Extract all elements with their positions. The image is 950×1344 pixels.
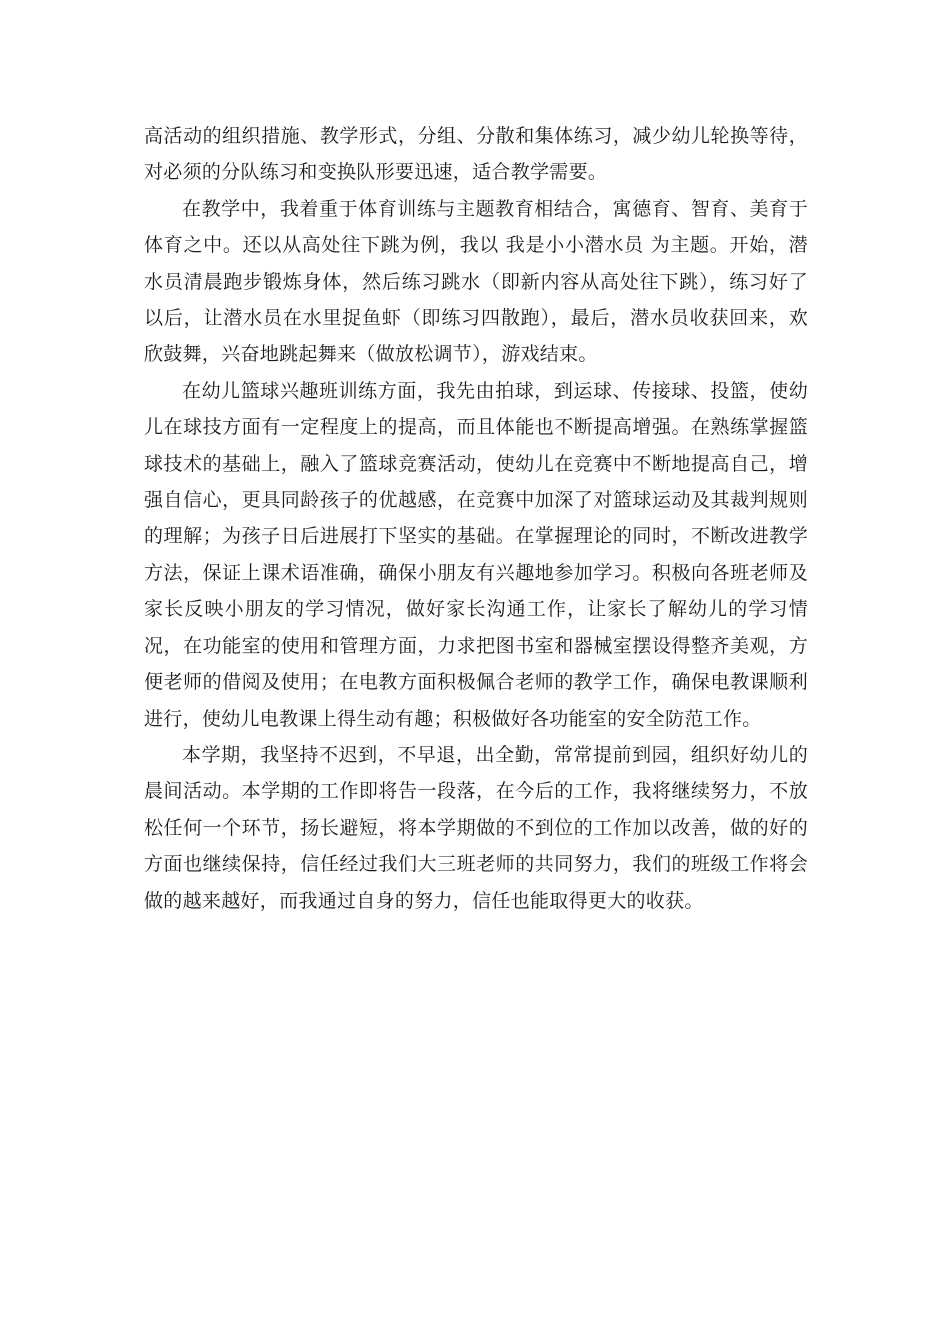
document-body xyxy=(144,118,808,919)
paragraph-2: 在教学中，我着重于体育训练与主题教育相结合，寓德育、智育、美育于体育之中。还以从高处往下跳为例，我以 我是小小潜水员 为主题。开始，潜水员清晨跑步锻炼身体，然后练习跳水（即新内容从高处往下跳），练习好了以后，让潜水员在水里捉鱼虾（即练习四散跑），最后，潜水员收获回来，欢欣鼓舞，兴奋地跳起舞来（做放松调节），游戏结束。 xyxy=(144,197,808,366)
paragraph-3: 在幼儿篮球兴趣班训练方面，我先由拍球，到运球、传接球、投篮，使幼儿在球技方面有一定程度上的提高，而且体能也不断提高增强。在熟练掌握篮球技术的基础上，融入了篮球竞赛活动，使幼儿在竞赛中不断地提高自己，增强自信心，更具同龄孩子的优越感，在竞赛中加深了对篮球运动及其裁判规则的理解；为孩子日后进展打下坚实的基础。在掌握理论的同时，不断改进教学方法，保证上课术语准确，确保小朋友有兴趣地参加学习。积极向各班老师及家长反映小朋友的学习情况，做好家长沟通工作，让家长了解幼儿的学习情况，在功能室的使用和管理方面，力求把图书室和器械室摆设得整齐美观，方便老师的借阅及使用；在电教方面积极佩合老师的教学工作，确保电教课顺利进行，使幼儿电教课上得生动有趣；积极做好各功能室的安全防范工作。 xyxy=(144,379,808,730)
paragraph-1: 高活动的组织措施、教学形式，分组、分散和集体练习，减少幼儿轮换等待，对必须的分队练习和变换队形要迅速，适合教学需要。 xyxy=(144,125,808,184)
paragraph-4: 本学期，我坚持不迟到，不早退，出全勤，常常提前到园，组织好幼儿的晨间活动。本学期的工作即将告一段落，在今后的工作，我将继续努力，不放松任何一个环节，扬长避短，将本学期做的不到位的工作加以改善，做的好的方面也继续保持，信任经过我们大三班老师的共同努力，我们的班级工作将会做的越来越好，而我通过自身的努力，信任也能取得更大的收获。 xyxy=(144,743,808,912)
